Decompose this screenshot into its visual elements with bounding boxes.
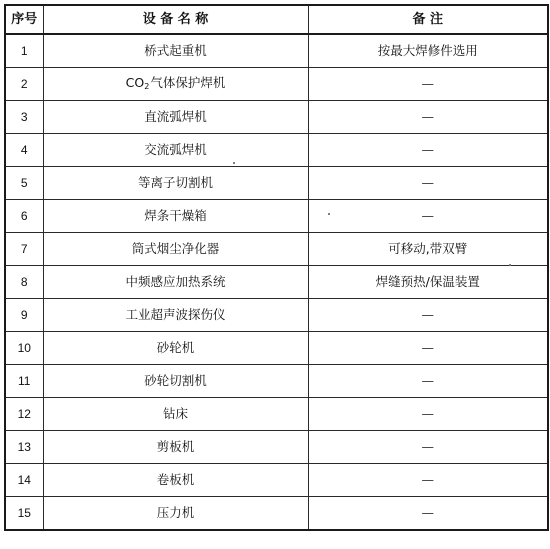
row-remarks: —: [308, 464, 548, 497]
row-serial-number: 6: [5, 200, 43, 233]
table-row: [5, 464, 548, 497]
row-serial-number: 4: [5, 134, 43, 167]
table-row: [5, 200, 548, 233]
row-remarks: —: [308, 101, 548, 134]
row-remarks: —: [308, 200, 548, 233]
table-row: [5, 101, 548, 134]
table-body: [5, 34, 548, 530]
row-serial-number: 2: [5, 68, 43, 101]
row-equipment-name: 筒式烟尘净化器: [43, 233, 308, 266]
scan-speck: [328, 213, 330, 215]
scan-speck: [233, 162, 235, 164]
table-row: [5, 68, 548, 101]
table-header-row: [5, 5, 548, 34]
table-row: [5, 398, 548, 431]
header-remarks: 备 注: [308, 5, 548, 34]
row-serial-number: 5: [5, 167, 43, 200]
row-serial-number: 7: [5, 233, 43, 266]
row-serial-number: 3: [5, 101, 43, 134]
row-remarks: —: [308, 299, 548, 332]
row-serial-number: 9: [5, 299, 43, 332]
table-row: [5, 365, 548, 398]
row-remarks: —: [308, 68, 548, 101]
row-remarks: —: [308, 332, 548, 365]
table-row: [5, 34, 548, 68]
table-row: [5, 233, 548, 266]
row-remarks: —: [308, 497, 548, 531]
header-serial-number: 序号: [5, 5, 43, 34]
row-equipment-name: 卷板机: [43, 464, 308, 497]
table-row: [5, 299, 548, 332]
row-serial-number: 10: [5, 332, 43, 365]
row-equipment-name: 中频感应加热系统: [43, 266, 308, 299]
header-equipment-name: 设 备 名 称: [43, 5, 308, 34]
row-serial-number: 13: [5, 431, 43, 464]
row-equipment-name: 钻床: [43, 398, 308, 431]
row-equipment-name: 砂轮切割机: [43, 365, 308, 398]
row-remarks: —: [308, 134, 548, 167]
row-equipment-name: 工业超声波探伤仪: [43, 299, 308, 332]
row-remarks: 焊缝预热/保温装置: [308, 266, 548, 299]
row-equipment-name: 砂轮机: [43, 332, 308, 365]
row-serial-number: 1: [5, 34, 43, 68]
table-row: [5, 431, 548, 464]
row-remarks: —: [308, 365, 548, 398]
row-equipment-name: 剪板机: [43, 431, 308, 464]
row-serial-number: 12: [5, 398, 43, 431]
row-equipment-name: 桥式起重机: [43, 34, 308, 68]
row-remarks: 按最大焊修件选用: [308, 34, 548, 68]
row-serial-number: 11: [5, 365, 43, 398]
row-equipment-name: 直流弧焊机: [43, 101, 308, 134]
row-remarks: 可移动,带双臂: [308, 233, 548, 266]
row-equipment-name: 焊条干燥箱: [43, 200, 308, 233]
row-serial-number: 14: [5, 464, 43, 497]
row-remarks: —: [308, 431, 548, 464]
row-equipment-name: $CO_2$气体保护焊机: [43, 68, 308, 101]
row-equipment-name: 压力机: [43, 497, 308, 531]
row-remarks: —: [308, 398, 548, 431]
table-row: [5, 167, 548, 200]
table-row: [5, 332, 548, 365]
row-serial-number: 15: [5, 497, 43, 531]
row-remarks: —: [308, 167, 548, 200]
equipment-table: [4, 4, 549, 531]
table-row: [5, 497, 548, 531]
row-serial-number: 8: [5, 266, 43, 299]
scan-speck: [509, 264, 511, 266]
table-row: [5, 266, 548, 299]
row-equipment-name: 交流弧焊机: [43, 134, 308, 167]
table-row: [5, 134, 548, 167]
row-equipment-name: 等离子切割机: [43, 167, 308, 200]
